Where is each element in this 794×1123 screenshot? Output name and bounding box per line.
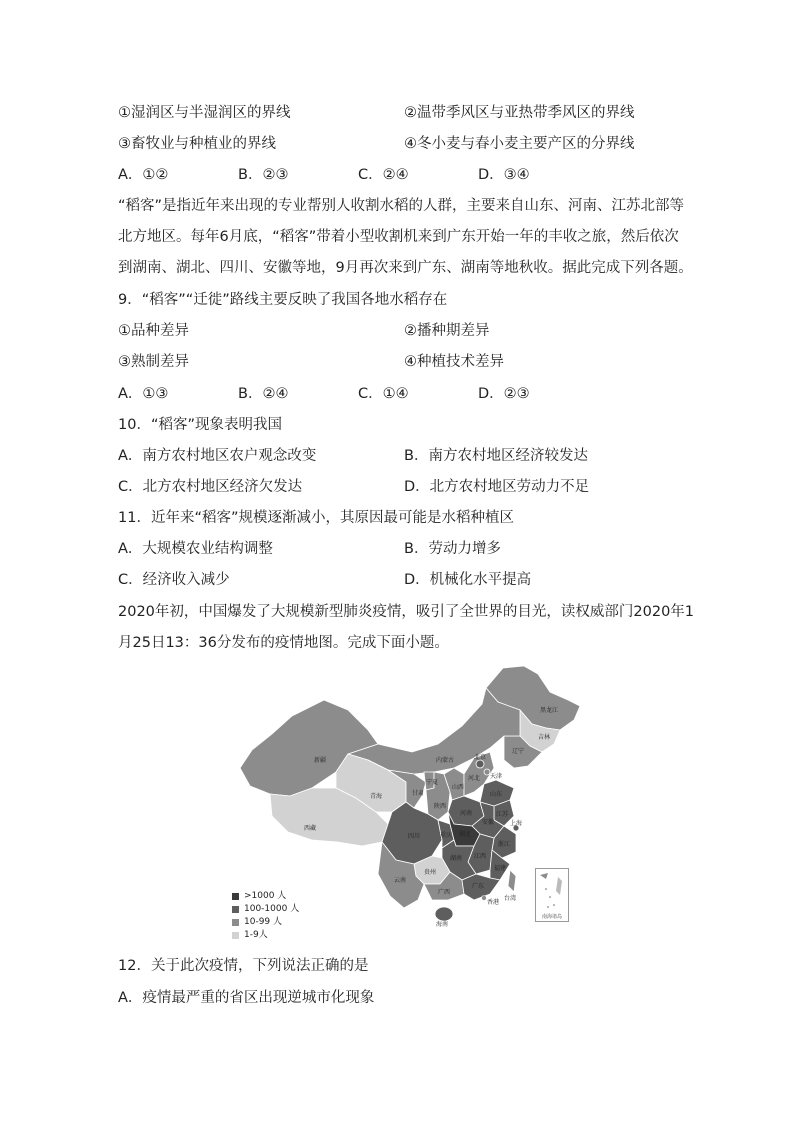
label-jiangsu: 江苏 [496, 811, 509, 818]
label-yunnan: 云南 [394, 877, 407, 884]
province-xianggang [482, 896, 487, 901]
legend-swatch [232, 919, 239, 926]
q9-statement-4: ④种植技术差异 [404, 354, 504, 370]
label-shanghai: 上海 [510, 820, 523, 827]
label-heilongjiang: 黑龙江 [540, 707, 559, 714]
label-shandong: 山东 [490, 791, 503, 798]
label-jilin: 吉林 [538, 734, 551, 741]
label-xinjiang: 新疆 [314, 757, 327, 764]
label-xianggang: 香港 [487, 899, 500, 906]
q12-stem: 12．关于此次疫情，下列说法正确的是 [118, 958, 369, 974]
label-zhejiang: 浙江 [498, 841, 511, 848]
label-anhui: 安徽 [482, 819, 495, 826]
q8-statement-3: ③畜牧业与种植业的界线 [118, 136, 276, 152]
province-beijing [476, 760, 484, 768]
label-ningxia: 宁夏 [426, 779, 439, 786]
q9-option-c: C．①④ [358, 386, 409, 402]
legend-item-100-1000 [232, 903, 299, 916]
q10-option-c: C．北方农村地区经济欠发达 [118, 479, 303, 495]
passage1-line-2: 北方地区。每年6月底，“稻客”带着小型收割机来到广东开始一年的丰收之旅，然后依次 [118, 229, 679, 245]
label-gansu: 甘肃 [412, 790, 425, 797]
q8-statement-2: ②温带季风区与亚热带季风区的界线 [404, 105, 635, 121]
label-liaoning: 辽宁 [512, 748, 525, 755]
q8-option-d: D．③④ [478, 167, 530, 183]
passage2-line-1: 2020年初，中国爆发了大规模新型肺炎疫情，吸引了全世界的目光，读权威部门2020年1 [118, 604, 695, 620]
q9-options [118, 384, 718, 404]
label-hunan: 湖南 [450, 855, 463, 862]
label-guizhou: 贵州 [424, 869, 437, 876]
province-hainan [435, 907, 453, 921]
q9-statement-1: ①品种差异 [118, 323, 189, 339]
q11-stem: 11．近年来“稻客”规模逐渐减小，其原因最可能是水稻种植区 [118, 510, 514, 526]
q8-option-a: A．①② [118, 167, 169, 183]
q9-statement-2: ②播种期差异 [404, 323, 490, 339]
legend-label: 1-9人 [244, 930, 268, 940]
label-sichuan: 四川 [408, 833, 421, 840]
q12-option-a: A．疫情最严重的省区出现逆城市化现象 [118, 990, 375, 1006]
map-legend [232, 890, 299, 942]
legend-item-over-1000 [232, 890, 299, 903]
label-xizang: 西藏 [304, 825, 317, 832]
legend-label: >1000 人 [244, 891, 287, 901]
label-shanxi: 山西 [452, 784, 465, 791]
legend-label: 10-99 人 [244, 917, 283, 927]
label-tianjin: 天津 [490, 773, 503, 780]
q10-option-d: D．北方农村地区劳动力不足 [404, 479, 590, 495]
label-neimenggu: 内蒙古 [436, 757, 455, 764]
q11-option-d: D．机械化水平提高 [404, 572, 532, 588]
legend-swatch [232, 906, 239, 913]
legend-label: 100-1000 人 [244, 904, 300, 914]
q9-stem: 9．“稻客”“迁徙”路线主要反映了我国各地水稻存在 [118, 292, 448, 308]
label-shaanxi: 陕西 [434, 803, 447, 810]
q8-statement-1: ①湿润区与半湿润区的界线 [118, 105, 291, 121]
label-hainan: 海南 [436, 921, 449, 928]
q11-option-a: A．大规模农业结构调整 [118, 541, 273, 557]
label-henan: 河南 [460, 810, 473, 817]
south-china-sea-inset [535, 868, 569, 922]
passage1-line-3: 到湖南、湖北、四川、安徽等地，9月再次来到广东、湖南等地秋收。据此完成下列各题。 [118, 260, 693, 276]
label-taiwan: 台湾 [504, 895, 517, 902]
label-hebei: 河北 [468, 775, 481, 782]
label-fujian: 福建 [494, 865, 507, 872]
inset-label: 南海诸岛 [541, 914, 562, 920]
q9-option-a: A．①③ [118, 386, 169, 402]
label-jiangxi: 江西 [474, 853, 487, 860]
q11-option-c: C．经济收入减少 [118, 572, 230, 588]
legend-item-1-9 [232, 929, 299, 942]
label-guangxi: 广西 [438, 889, 451, 896]
passage2-line-2: 月25日13：36分发布的疫情地图。完成下面小题。 [118, 635, 449, 651]
label-beijing: 北京 [474, 754, 487, 761]
legend-swatch [232, 893, 239, 900]
q8-options [118, 165, 718, 185]
q9-option-d: D．②③ [478, 386, 530, 402]
q8-option-c: C．②④ [358, 167, 409, 183]
province-taiwan [508, 870, 516, 892]
q8-option-b: B．②③ [238, 167, 289, 183]
q10-stem: 10．“稻客”现象表明我国 [118, 417, 282, 433]
passage1-line-1: “稻客”是指近年来出现的专业帮别人收割水稻的人群，主要来自山东、河南、江苏北部等 [118, 198, 685, 214]
q8-statement-4: ④冬小麦与春小麦主要产区的分界线 [404, 136, 635, 152]
q10-option-a: A．南方农村地区农户观念改变 [118, 448, 317, 464]
province-neimenggu [348, 688, 520, 774]
q9-option-b: B．②④ [238, 386, 289, 402]
label-qinghai: 青海 [370, 793, 383, 800]
label-guangdong: 广东 [472, 883, 485, 890]
q10-option-b: B．南方农村地区经济较发达 [404, 448, 588, 464]
label-hubei: 湖北 [459, 831, 472, 838]
label-chongqing: 重庆 [440, 832, 453, 839]
legend-item-10-99 [232, 916, 299, 929]
legend-swatch [232, 932, 239, 939]
q11-option-b: B．劳动力增多 [404, 541, 501, 557]
q9-statement-3: ③熟制差异 [118, 354, 189, 370]
